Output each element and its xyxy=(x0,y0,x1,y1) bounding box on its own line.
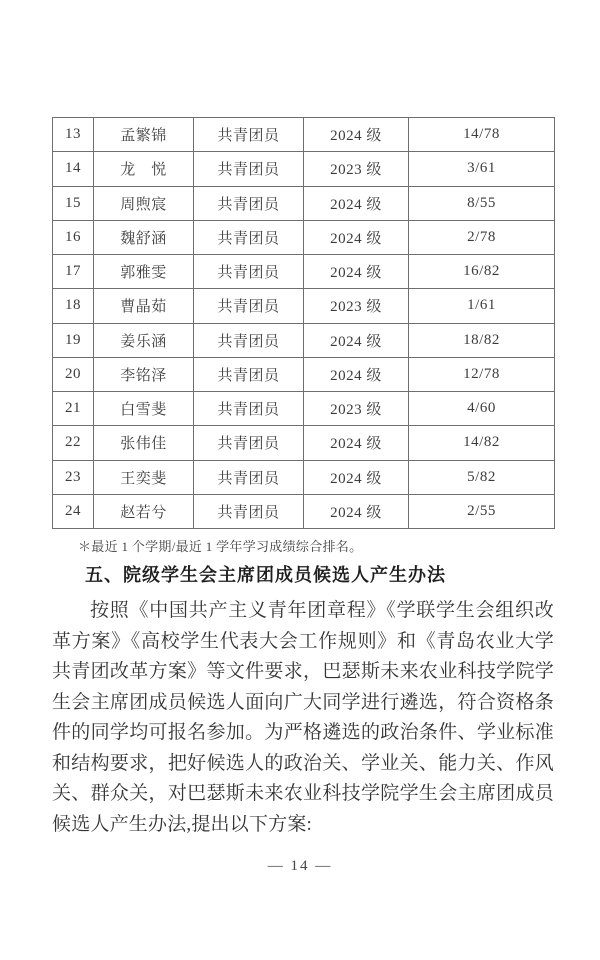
cell-status: 共青团员 xyxy=(194,289,304,323)
table-row xyxy=(53,357,555,391)
table-row xyxy=(53,289,555,323)
cell-rank: 14/78 xyxy=(409,118,555,152)
cell-name: 王奕斐 xyxy=(94,460,194,494)
cell-rank: 5/82 xyxy=(409,460,555,494)
cell-no: 18 xyxy=(53,289,94,323)
cell-grade: 2024 级 xyxy=(304,357,409,391)
cell-status: 共青团员 xyxy=(194,392,304,426)
cell-no: 19 xyxy=(53,323,94,357)
cell-status: 共青团员 xyxy=(194,186,304,220)
cell-grade: 2024 级 xyxy=(304,426,409,460)
cell-rank: 2/78 xyxy=(409,220,555,254)
cell-rank: 14/82 xyxy=(409,426,555,460)
cell-no: 24 xyxy=(53,494,94,528)
cell-rank: 8/55 xyxy=(409,186,555,220)
cell-rank: 2/55 xyxy=(409,494,555,528)
cell-rank: 4/60 xyxy=(409,392,555,426)
cell-rank: 12/78 xyxy=(409,357,555,391)
table-row xyxy=(53,152,555,186)
candidate-roster-table xyxy=(52,117,555,529)
cell-rank: 16/82 xyxy=(409,255,555,289)
cell-status: 共青团员 xyxy=(194,152,304,186)
cell-rank: 18/82 xyxy=(409,323,555,357)
cell-grade: 2024 级 xyxy=(304,255,409,289)
cell-name: 姜乐涵 xyxy=(94,323,194,357)
page-number: — 14 — xyxy=(267,858,333,874)
roster-table-body xyxy=(53,118,555,529)
cell-name: 龙 悦 xyxy=(94,152,194,186)
cell-grade: 2023 级 xyxy=(304,289,409,323)
table-row xyxy=(53,255,555,289)
cell-status: 共青团员 xyxy=(194,460,304,494)
table-footnote: ＊最近 1 个学期/最近 1 学年学习成绩综合排名。 xyxy=(78,539,363,554)
cell-no: 17 xyxy=(53,255,94,289)
section-heading: 五、院级学生会主席团成员候选人产生办法 xyxy=(85,565,446,585)
cell-status: 共青团员 xyxy=(194,118,304,152)
cell-grade: 2024 级 xyxy=(304,494,409,528)
cell-status: 共青团员 xyxy=(194,255,304,289)
cell-no: 13 xyxy=(53,118,94,152)
cell-name: 郭雅雯 xyxy=(94,255,194,289)
cell-rank: 1/61 xyxy=(409,289,555,323)
cell-name: 张伟佳 xyxy=(94,426,194,460)
cell-status: 共青团员 xyxy=(194,357,304,391)
cell-name: 孟繁锦 xyxy=(94,118,194,152)
cell-name: 白雪斐 xyxy=(94,392,194,426)
table-row xyxy=(53,186,555,220)
cell-no: 20 xyxy=(53,357,94,391)
table-row xyxy=(53,494,555,528)
cell-name: 魏舒涵 xyxy=(94,220,194,254)
table-row xyxy=(53,392,555,426)
table-row xyxy=(53,426,555,460)
cell-name: 曹晶茹 xyxy=(94,289,194,323)
cell-grade: 2024 级 xyxy=(304,186,409,220)
cell-no: 15 xyxy=(53,186,94,220)
cell-grade: 2024 级 xyxy=(304,118,409,152)
cell-grade: 2024 级 xyxy=(304,460,409,494)
cell-name: 周煦宸 xyxy=(94,186,194,220)
cell-no: 16 xyxy=(53,220,94,254)
table-row xyxy=(53,323,555,357)
cell-no: 21 xyxy=(53,392,94,426)
cell-status: 共青团员 xyxy=(194,494,304,528)
cell-status: 共青团员 xyxy=(194,220,304,254)
cell-no: 22 xyxy=(53,426,94,460)
table-row xyxy=(53,220,555,254)
table-row xyxy=(53,118,555,152)
cell-name: 李铭泽 xyxy=(94,357,194,391)
cell-grade: 2024 级 xyxy=(304,220,409,254)
cell-name: 赵若兮 xyxy=(94,494,194,528)
cell-grade: 2023 级 xyxy=(304,152,409,186)
cell-status: 共青团员 xyxy=(194,426,304,460)
cell-rank: 3/61 xyxy=(409,152,555,186)
section-paragraph: 按照《中国共产主义青年团章程》《学联学生会组织改革方案》《高校学生代表大会工作规则》和《青岛农业大学共青团改革方案》等文件要求，巴瑟斯未来农业科技学院学生会主席团成员候选人面向广大同学进行遴选，符合资格条件的同学均可报名参加。为严格遴选的政治条件、学业标准和结构要求，把好候选人的政治关、学业关、能力关、作风关、群众关，对巴瑟斯未来农业科技学院学生会主席团成员候选人产生办法,提出以下方案: xyxy=(52,600,554,835)
table-row xyxy=(53,460,555,494)
cell-grade: 2023 级 xyxy=(304,392,409,426)
cell-no: 23 xyxy=(53,460,94,494)
cell-status: 共青团员 xyxy=(194,323,304,357)
cell-no: 14 xyxy=(53,152,94,186)
cell-grade: 2024 级 xyxy=(304,323,409,357)
